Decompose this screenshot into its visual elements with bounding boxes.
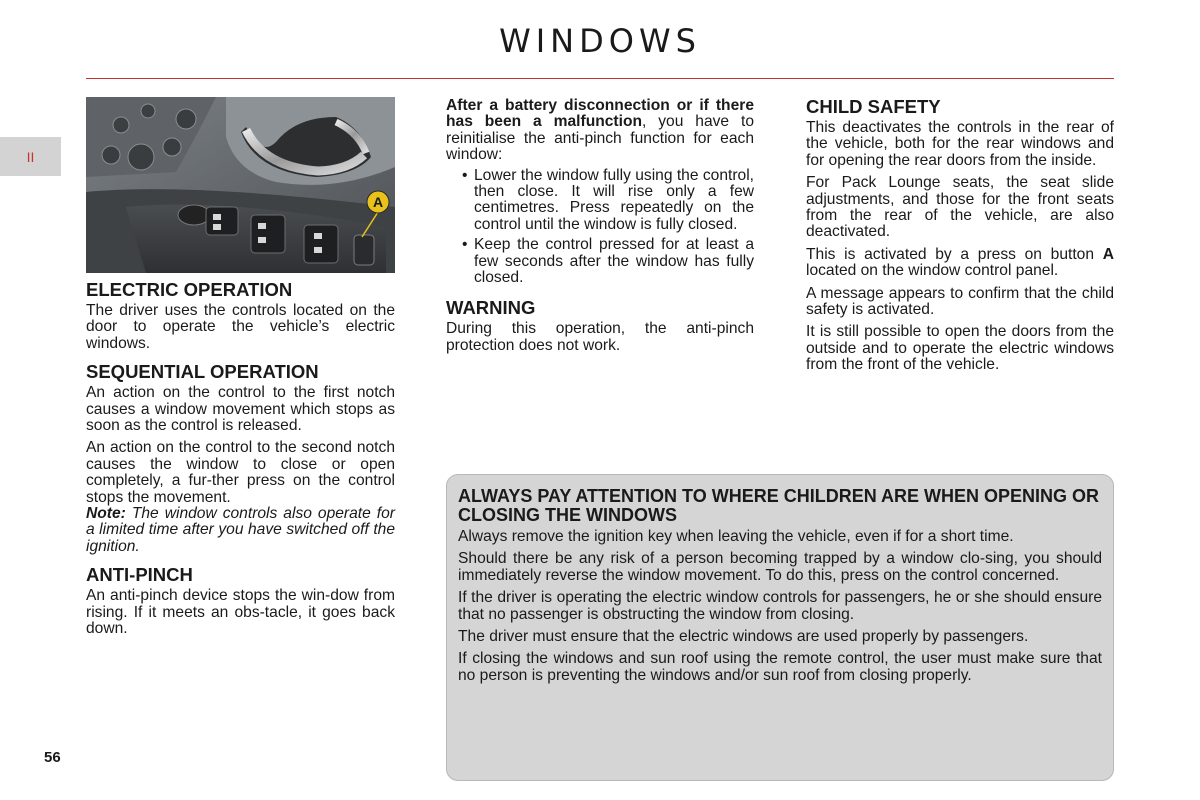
children-warning-box [446, 474, 1114, 781]
electric-operation-heading: ELECTRIC OPERATION [86, 279, 293, 300]
children-warning-paragraph: Should there be any risk of a person becoming trapped by a window clo-sing, you should immediately reverse the window movement. To do this, press on the control concerned. [458, 550, 1102, 584]
list-item: • Lower the window fully using the control, then close. It will rise only a few centimetres. Press repeatedly on the control until the window is fully closed. [446, 168, 754, 234]
door-controls-image [86, 97, 395, 273]
page-number: 56 [44, 749, 61, 766]
electric-operation-text: The driver uses the controls located on the door to operate the vehicle’s electric windows. [86, 302, 395, 352]
anti-pinch-text: An anti-pinch device stops the win-dow from rising. If it meets an obs-tacle, it goes back down. [86, 587, 395, 638]
children-warning-paragraph: Always remove the ignition key when leaving the vehicle, even if for a short time. [458, 528, 1014, 545]
child-safety-text-2: For Pack Lounge seats, the seat slide adjustments, and those for the front seats from the rear of the vehicle, are also deactivated. [806, 174, 1114, 241]
warning-text: During this operation, the anti-pinch protection does not work. [446, 320, 754, 354]
note-text: The window controls also operate for a limited time after you have switched off the ignition. [86, 505, 395, 555]
button-a-label: A [1102, 245, 1114, 263]
page-title: WINDOWS [499, 22, 701, 60]
left-column [86, 280, 395, 644]
title-divider [86, 78, 1114, 79]
child-safety-text-3 [806, 247, 1114, 280]
list-item: • Keep the control pressed for at least a few seconds after the window has fully closed. [446, 237, 754, 286]
child-safety-text-5: It is still possible to open the doors from the outside and to operate the electric windows from the front of the vehicle. [806, 323, 1114, 374]
children-warning-heading: ALWAYS PAY ATTENTION TO WHERE CHILDREN ARE WHEN OPENING OR CLOSING THE WINDOWS [458, 486, 1100, 525]
child-safety-heading: CHILD SAFETY [806, 96, 941, 117]
children-warning-paragraph: If closing the windows and sun roof using the remote control, the user must make sure that no person is preventing the windows and/or sun roof from closing properly. [458, 650, 1102, 684]
child-safety-text-1: This deactivates the controls in the rear of the vehicle, both for the rear windows and for opening the rear doors from the inside. [806, 119, 1114, 169]
chapter-tab[interactable]: II [0, 137, 61, 176]
sequential-operation-text-1: An action on the control to the first notch causes a window movement which stops as soon as the control is released. [86, 384, 395, 435]
child-safety-text-3-post: located on the window control panel. [806, 262, 1059, 280]
middle-column [446, 98, 754, 360]
callout-a-label: A [372, 194, 384, 210]
battery-text: , you have to reinitialise the anti-pinch function for each window: [446, 113, 754, 164]
warning-heading: WARNING [446, 297, 536, 319]
note-paragraph [86, 506, 395, 555]
child-safety-text-3-pre: This is activated by a press on button [806, 245, 1103, 263]
note-label: Note: [86, 505, 126, 523]
reinitialise-steps [446, 168, 754, 287]
sequential-operation-heading: SEQUENTIAL OPERATION [86, 361, 319, 383]
battery-bold-text: After a battery disconnection or if there has been a malfunction [446, 97, 754, 131]
child-safety-text-4: A message appears to confirm that the child safety is activated. [806, 284, 1114, 319]
anti-pinch-heading: ANTI-PINCH [86, 564, 193, 586]
children-warning-paragraph: If the driver is operating the electric window controls for passengers, he or she should ensure that no passenger is obstructing the window from closing. [458, 589, 1102, 623]
battery-paragraph [446, 98, 754, 164]
sequential-operation-text-2: An action on the control to the second notch causes the window to close or open completely, a fur-ther press on the control stops the movement. [86, 439, 395, 506]
right-column [806, 97, 1114, 380]
children-warning-paragraph: The driver must ensure that the electric windows are used properly by passengers. [458, 628, 1029, 646]
